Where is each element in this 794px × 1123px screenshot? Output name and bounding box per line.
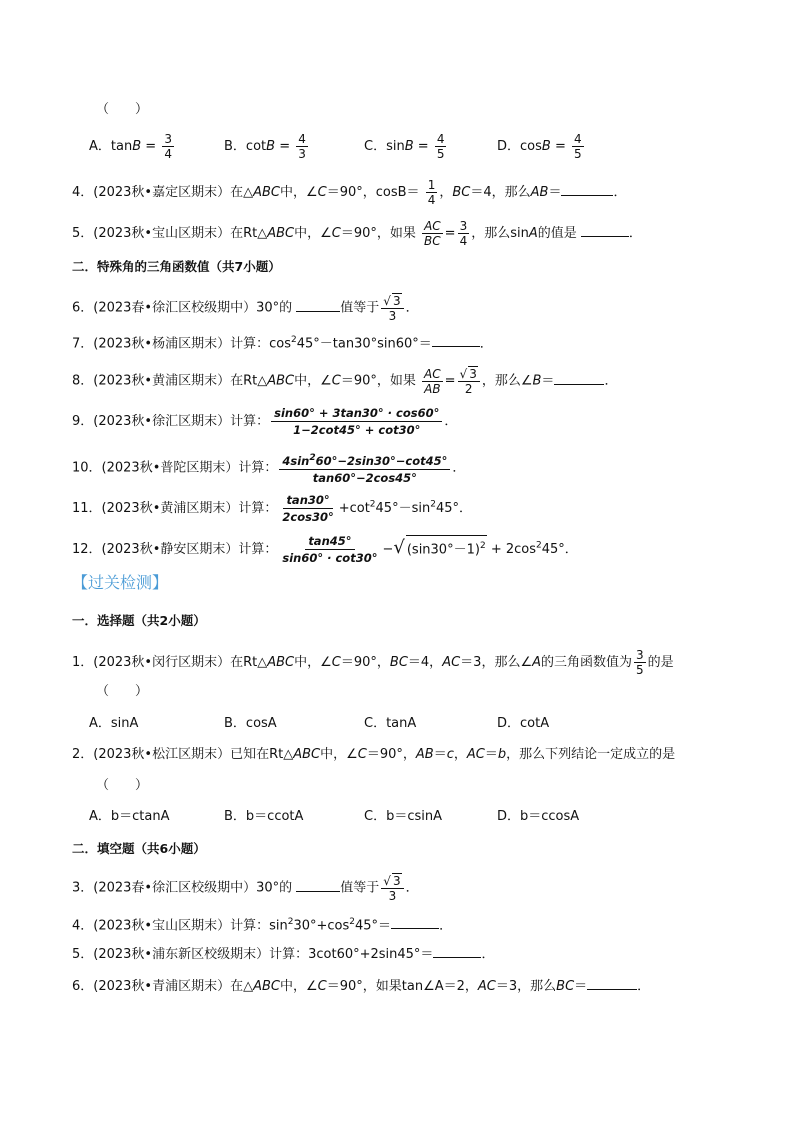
check-header: 【过关检测】 — [72, 573, 169, 592]
answer-blank[interactable] — [433, 943, 481, 958]
question-5: 5．(2023秋•宝山区期末）在Rt△ABC中，∠C＝90°，如果 $\frac{AC}{BC}$ = $\frac{3}{4}$ ，那么sinA的值是 ． — [72, 219, 642, 248]
question-8: 8．(2023秋•黄浦区期末）在Rt△ABC中，∠C＝90°，如果 $\frac{AC}{AB}$ = $\frac{√ 3}{2}$ ，那么∠B＝ ． — [72, 366, 618, 396]
section-title: 二．填空题（共6小题） — [72, 841, 206, 856]
question-paren: （ ） — [96, 102, 149, 117]
question-7: 7．(2023秋•杨浦区期末）计算：$\cos^245^\circ-\tan 30^\circ\sin 60^\circ=$ ． — [72, 330, 493, 354]
answer-blank[interactable] — [587, 975, 637, 990]
answer-blank[interactable] — [581, 222, 629, 237]
fraction: $\frac{√ 3}{3}$ — [381, 293, 403, 323]
fraction: $\frac{4}{5}$ — [436, 132, 445, 161]
option-d[interactable]: D．cosB = $\frac{4}{5}$ — [497, 132, 582, 161]
option-b[interactable]: B．cosA — [224, 716, 277, 731]
option-d[interactable]: D．b＝ccosA — [497, 809, 580, 824]
question-12: 12．(2023秋•静安区期末）计算： $\frac{\tan 45^\circ}{\sin 60^\circ \cdot \cot 30^\circ}$ −√ $(\sin 30^\circ-1)^2 + 2\cos^245^\circ$． — [72, 534, 578, 565]
fraction: $\frac{1}{4}$ — [427, 178, 436, 207]
fraction: $\frac{4}{5}$ — [574, 132, 582, 161]
option-c[interactable]: C．tanA — [364, 716, 417, 731]
question-4: 4．(2023秋•嘉定区期末）在△ABC中，∠C＝90°，cosB＝ $\frac{1}{4}$ ，BC＝4，那么AB＝ ． — [72, 178, 627, 207]
option-d[interactable]: D．cotA — [497, 716, 550, 731]
fraction: $\frac{√ 3}{3}$ — [381, 873, 403, 903]
option-c[interactable]: C．b＝csinA — [364, 809, 442, 824]
answer-blank[interactable] — [561, 181, 613, 196]
check-question-3: 3．(2023春•徐汇区校级期中）30°的 值等于 $\frac{√ 3}{3}$ ． — [72, 874, 419, 903]
section-title: 一．选择题（共2小题） — [72, 613, 206, 628]
check-question-1: 1．(2023秋•闵行区期末）在Rt△ABC中，∠C＝90°，BC＝4，AC＝3，那么∠A的三角函数值为 $\frac{3}{5}$ 的是 — [72, 648, 674, 677]
fraction: $\frac{\sin 60^\circ + 3\tan 30^\circ \cdot \cos 60^\circ}{1-2\cot 45^\circ + \cot 30^\circ}$ — [271, 405, 442, 438]
question-10: 10．(2023秋•普陀区期末）计算： $\frac{4\sin^260^\circ-2\sin 30^\circ-\cot 45^\circ}{\tan 60^\circ-2\cos 45^\circ}$ ． — [72, 450, 465, 486]
option-b[interactable]: B．cotB = $\frac{4}{3}$ — [224, 132, 306, 161]
option-b[interactable]: B．b＝ccotA — [224, 809, 304, 824]
fraction: $\frac{3}{5}$ — [636, 648, 644, 677]
question-9: 9．(2023秋•徐汇区期末）计算： $\frac{\sin 60^\circ + 3\tan 30^\circ \cdot \cos 60^\circ}{1-2\cot 45^\circ + \cot 30^\circ}$ ． — [72, 406, 458, 437]
fraction: $\frac{\tan 45^\circ}{\sin 60^\circ \cdot \cot 30^\circ}$ — [282, 534, 378, 565]
option-a[interactable]: A．b＝ctanA — [89, 809, 170, 824]
answer-blank[interactable] — [296, 877, 340, 892]
fraction: $\frac{3}{4}$ — [164, 132, 172, 161]
check-question-5: 5．(2023秋•浦东新区校级期末）计算：3cot60°+2sin45°＝ ． — [72, 943, 494, 965]
question-paren: （ ） — [96, 684, 149, 699]
check-question-2: 2．(2023秋•松江区期末）已知在Rt△ABC中，∠C＝90°，AB＝c，AC＝b，那么下列结论一定成立的是 — [72, 747, 676, 762]
fraction: $\frac{√ 3}{2}$ — [458, 366, 480, 396]
answer-blank[interactable] — [432, 332, 480, 347]
answer-blank[interactable] — [296, 297, 340, 312]
fraction: $\frac{AC}{BC}$ — [424, 219, 441, 248]
question-paren: （ ） — [96, 778, 149, 793]
fraction: $\frac{AC}{AB}$ — [424, 366, 441, 396]
fraction: $\frac{\tan 30^\circ}{2\cos 30^\circ}$ — [282, 493, 334, 524]
fraction: $\frac{3}{4}$ — [459, 219, 468, 248]
section-title: 二．特殊角的三角函数值（共7小题） — [72, 259, 281, 274]
answer-blank[interactable] — [391, 914, 439, 929]
fraction: $\frac{4}{3}$ — [298, 132, 306, 161]
question-11: 11．(2023秋•黄浦区期末）计算： $\frac{\tan 30^\circ}{2\cos 30^\circ}$ $+\cot^245^\circ-\sin^245^\circ$． — [72, 493, 472, 524]
answer-blank[interactable] — [554, 370, 604, 385]
check-question-6: 6．(2023秋•青浦区期末）在△ABC中，∠C＝90°，如果tan∠A＝2，AC＝3，那么BC＝ ． — [72, 975, 650, 997]
question-6: 6．(2023春•徐汇区校级期中）30°的 值等于 $\frac{√ 3}{3}$ ． — [72, 294, 419, 323]
fraction: $\frac{4\sin^260^\circ-2\sin 30^\circ-\cot 45^\circ}{\tan 60^\circ-2\cos 45^\circ}$ — [279, 450, 450, 486]
option-a[interactable]: A．sinA — [89, 716, 139, 731]
check-question-4: 4．(2023秋•宝山区期末）计算：$\sin^230^\circ+\cos^245^\circ=$ ． — [72, 912, 452, 936]
option-c[interactable]: C．sinB = $\frac{4}{5}$ — [364, 132, 445, 161]
option-a[interactable]: A．tanB = $\frac{3}{4}$ — [89, 132, 172, 161]
